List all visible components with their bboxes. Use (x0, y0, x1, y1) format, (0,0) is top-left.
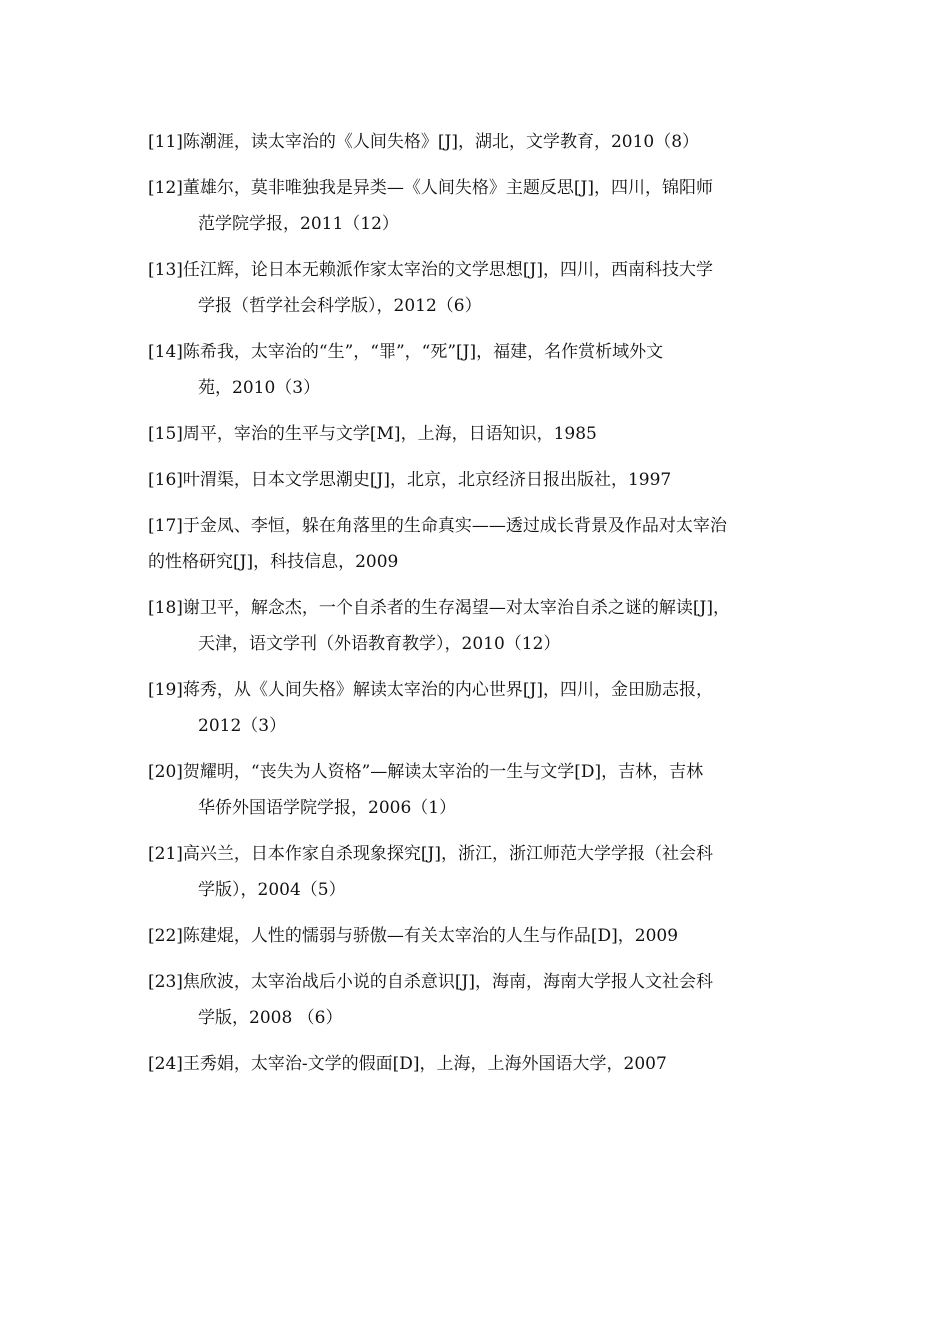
reference-line: [17]于金凤、李恒，躲在角落里的生命真实——透过成长背景及作品对太宰治 (148, 516, 727, 536)
reference-item (148, 754, 828, 826)
reference-line: [20]贺耀明，“丧失为人资格”—解读太宰治的一生与文学[D]，吉林，吉林 (148, 762, 704, 782)
reference-line: [24]王秀娟，太宰治-文学的假面[D]，上海，上海外国语大学，2007 (148, 1054, 667, 1074)
reference-item (148, 462, 828, 498)
reference-item (148, 918, 828, 954)
reference-item (148, 334, 828, 406)
reference-item (148, 836, 828, 908)
reference-line: [23]焦欣波，太宰治战后小说的自杀意识[J]，海南，海南大学报人文社会科 (148, 972, 713, 992)
reference-line: [12]董雄尔，莫非唯独我是异类—《人间失格》主题反思[J]，四川，锦阳师 (148, 178, 713, 198)
reference-line-continued: 华侨外国语学院学报，2006（1） (198, 798, 457, 818)
reference-line-continued: 范学院学报，2011（12） (198, 214, 399, 234)
reference-line: [14]陈希我，太宰治的“生”，“罪”，“死”[J]，福建，名作赏析域外文 (148, 342, 664, 362)
reference-line: [19]蒋秀，从《人间失格》解读太宰治的内心世界[J]，四川，金田励志报， (148, 680, 713, 700)
reference-line: [13]任江辉，论日本无赖派作家太宰治的文学思想[J]，四川，西南科技大学 (148, 260, 713, 280)
reference-item (148, 252, 828, 324)
reference-line-continued: 学版），2004（5） (198, 880, 346, 900)
reference-line: [22]陈建焜，人性的懦弱与骄傲—有关太宰治的人生与作品[D]，2009 (148, 926, 679, 946)
reference-line-continued: 天津，语文学刊（外语教育教学），2010（12） (198, 634, 561, 654)
reference-line: [11]陈潮涯，读太宰治的《人间失格》[J]，湖北，文学教育，2010（8） (148, 132, 700, 152)
reference-item (148, 1046, 828, 1082)
reference-line-continued: 的性格研究[J]，科技信息，2009 (148, 552, 399, 572)
reference-line: [21]高兴兰，日本作家自杀现象探究[J]，浙江，浙江师范大学学报（社会科 (148, 844, 713, 864)
reference-item (148, 964, 828, 1036)
reference-line-continued: 学报（哲学社会科学版），2012（6） (198, 296, 482, 316)
reference-line-continued: 学版，2008 （6） (198, 1008, 343, 1028)
reference-line: [18]谢卫平，解念杰，一个自杀者的生存渴望—对太宰治自杀之谜的解读[J]， (148, 598, 730, 618)
reference-item (148, 416, 828, 452)
reference-item (148, 508, 828, 580)
reference-line-continued: 苑，2010（3） (198, 378, 321, 398)
reference-line: [15]周平，宰治的生平与文学[M]，上海，日语知识，1985 (148, 424, 597, 444)
reference-list (148, 124, 828, 1092)
reference-item (148, 590, 828, 662)
reference-line: [16]叶渭渠，日本文学思潮史[J]，北京，北京经济日报出版社，1997 (148, 470, 672, 490)
reference-item (148, 124, 828, 160)
reference-line-continued: 2012（3） (198, 716, 287, 736)
reference-item (148, 170, 828, 242)
reference-item (148, 672, 828, 744)
